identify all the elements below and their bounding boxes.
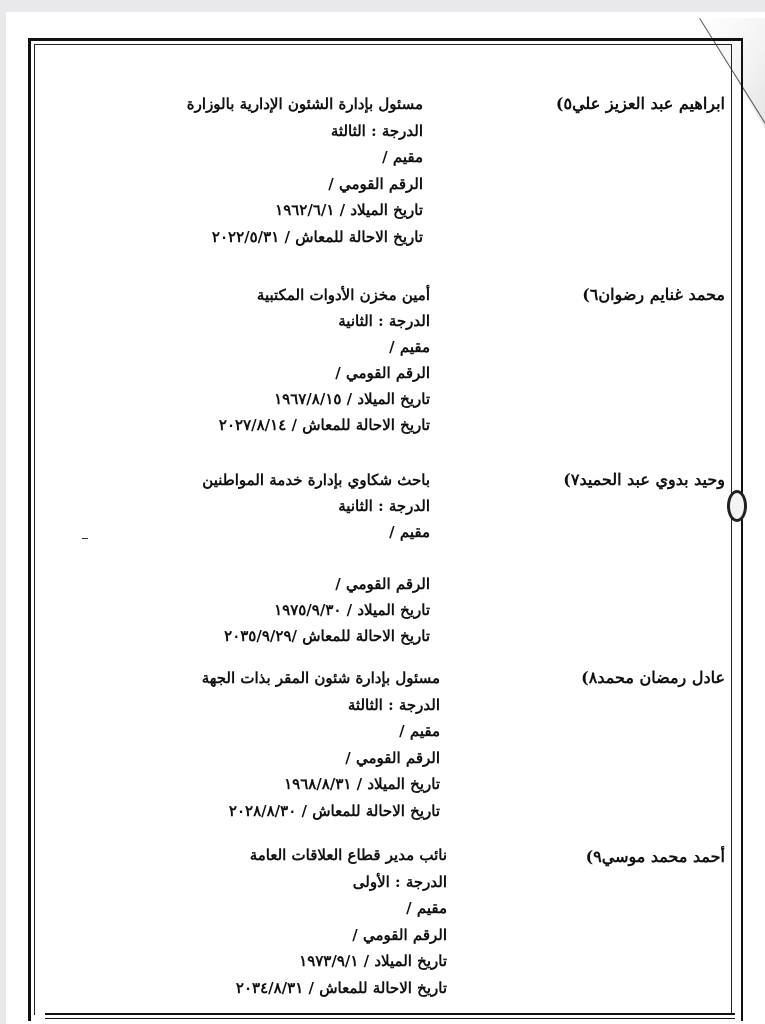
employee-birth-date: تاريخ الميلاد / ١٩٦٧/٨/١٥: [274, 390, 430, 408]
employee-retirement-date: تاريخ الاحالة للمعاش / ٢٠٢٢/٥/٣١: [211, 227, 423, 246]
employee-position: مسئول بإدارة شئون المقر بذات الجهة: [201, 669, 440, 687]
employee-birth-date: تاريخ الميلاد / ١٩٧٣/٩/١: [299, 952, 447, 970]
employee-birth-date: تاريخ الميلاد / ١٩٦٢/٦/١: [275, 201, 423, 219]
employee-grade: الدرجة : الثانية: [338, 312, 430, 330]
employee-name: محمد غنايم رضوان٦): [582, 285, 725, 304]
employee-national-id: الرقم القومي /: [352, 925, 447, 944]
bottom-border-rule-thin: [45, 1018, 735, 1019]
employee-name: أحمد محمد موسي٩): [585, 847, 725, 866]
employee-residence: مقيم /: [389, 523, 430, 541]
employee-details: [202, 665, 440, 824]
employee-birth-date: تاريخ الميلاد / ١٩٦٨/٨/٣١: [284, 775, 440, 793]
binder-hole: [727, 490, 747, 522]
employee-grade: الدرجة : الثالثة: [347, 695, 440, 714]
employee-residence: مقيم /: [389, 338, 430, 356]
employee-national-id: الرقم القومي /: [345, 748, 440, 767]
employee-national-id: الرقم القومي /: [328, 174, 423, 193]
employee-details: [202, 467, 430, 649]
employee-name: ابراهيم عبد العزيز علي٥): [555, 94, 725, 113]
employee-national-id: الرقم القومي /: [335, 575, 430, 593]
employee-retirement-date: تاريخ الاحالة للمعاش /٢٠٣٥/٩/٢٩: [224, 627, 430, 645]
employee-position: مسئول بإدارة الشئون الإدارية بالوزارة: [186, 95, 423, 113]
employee-position: أمين مخزن الأدوات المكتبية: [256, 286, 430, 304]
employee-retirement-date: تاريخ الاحالة للمعاش / ٢٠٢٨/٨/٣٠: [228, 801, 440, 820]
employee-residence: مقيم /: [382, 148, 423, 166]
employee-grade: الدرجة : الثانية: [338, 497, 430, 515]
employee-residence: مقيم /: [399, 722, 440, 740]
employee-position: باحث شكاوي بإدارة خدمة المواطنين: [202, 471, 430, 489]
employee-retirement-date: تاريخ الاحالة للمعاش / ٢٠٣٤/٨/٣١: [235, 978, 447, 997]
employee-name: وحيد بدوي عبد الحميد٧): [563, 470, 725, 489]
stray-mark: [82, 538, 88, 539]
employee-national-id: الرقم القومي /: [335, 364, 430, 382]
employee-birth-date: تاريخ الميلاد / ١٩٧٥/٩/٣٠: [274, 601, 430, 619]
blank-space: [202, 545, 430, 571]
bottom-border-rule: [45, 1013, 735, 1015]
employee-position: نائب مدير قطاع العلاقات العامة: [249, 846, 447, 864]
employee-retirement-date: تاريخ الاحالة للمعاش / ٢٠٢٧/٨/١٤: [218, 416, 430, 434]
employee-grade: الدرجة : الأولى: [352, 872, 447, 891]
employee-details: [219, 282, 430, 438]
employee-details: [187, 91, 423, 250]
employee-residence: مقيم /: [406, 899, 447, 917]
employee-details: [236, 842, 447, 1001]
employee-name: عادل رمضان محمد٨): [581, 668, 725, 687]
employee-grade: الدرجة : الثالثة: [330, 121, 423, 140]
